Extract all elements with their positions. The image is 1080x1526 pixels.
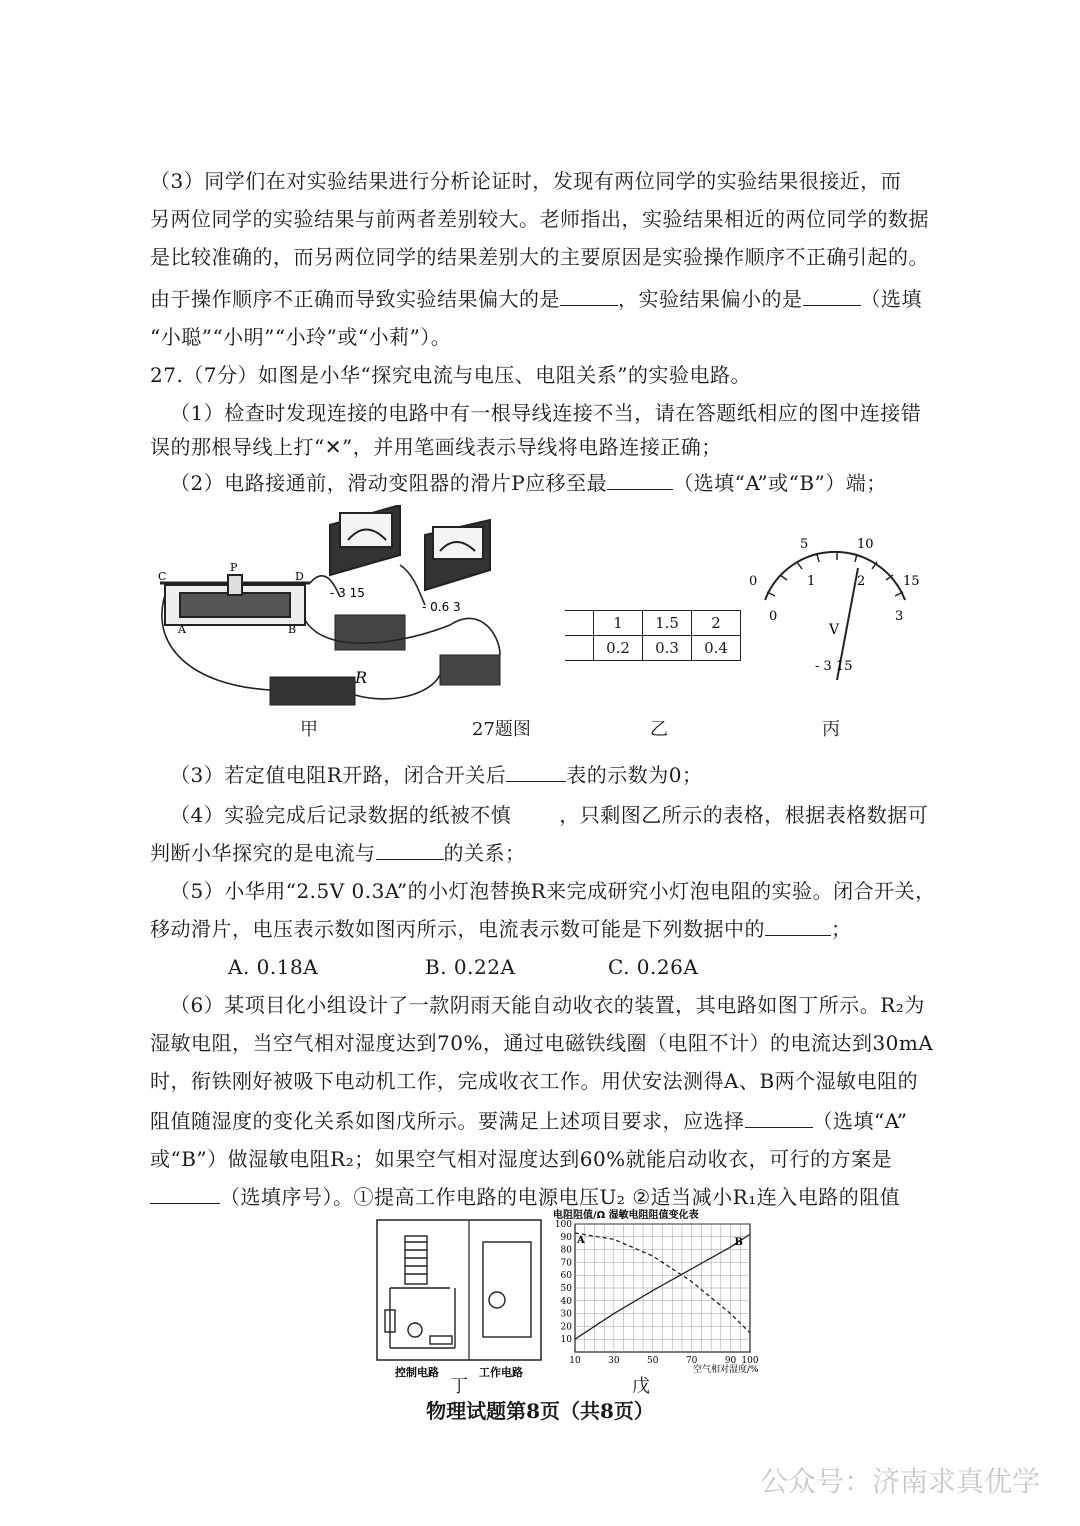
chart-grid [575, 1224, 750, 1352]
label-c: C [158, 570, 167, 583]
table-cell-empty [565, 636, 594, 661]
option-a: A. 0.18A [228, 955, 319, 979]
dial-label-3: 3 [895, 609, 904, 624]
label-r: R [355, 668, 368, 687]
y-tick-label: 80 [560, 1245, 572, 1256]
figure-jia-circuit [150, 505, 520, 715]
option-c: C. 0.26A [608, 955, 699, 979]
answer-blank [560, 287, 618, 306]
table-cell: 1.5 [643, 611, 692, 636]
q27-p4-line2 [150, 838, 526, 868]
caption-wu: 戊 [632, 1376, 650, 1397]
q27-p1-line2: 误的那根导线上打“✕”，并用笔画线表示导线将电路连接正确； [150, 435, 722, 459]
answer-blank [376, 841, 444, 860]
chart-y-ticks [555, 1220, 572, 1345]
q27-p6-line1: （6）某项目化小组设计了一款阴雨天能自动收衣的装置，其电路如图丁所示。R₂为 [170, 993, 925, 1017]
page-footer: 物理试题第8页（共8页） [426, 1399, 654, 1423]
table-cell: 0.4 [692, 636, 741, 661]
series-label-b: B [734, 1237, 744, 1249]
label-a: A [178, 623, 186, 636]
q27-p5-line2a: 移动滑片，电压表示数如图丙所示，电流表示数可能是下列数据中的 [150, 917, 765, 941]
dial-label-0-top: 0 [749, 574, 758, 589]
q26-3-line4a: 由于操作顺序不正确而导致实验结果偏大的是 [150, 287, 560, 311]
q27-p5-line1: （5）小华用“2.5V 0.3A”的小灯泡替换R来完成研究小灯泡电阻的实验。闭合开关， [170, 879, 936, 903]
table-cell: 1 [594, 611, 643, 636]
caption-control: 控制电路 [395, 1366, 439, 1379]
q27-p4-line1a: （4）实验完成后记录数据的纸被不慎 [170, 803, 512, 827]
table-cell: 0.2 [594, 636, 643, 661]
work-circuit [483, 1242, 531, 1337]
dial-label-15: 15 [903, 574, 920, 589]
answer-blank [745, 1109, 813, 1128]
q27-p6-line4 [150, 1106, 907, 1136]
answer-blank [765, 917, 831, 936]
q26-3-line4 [150, 284, 922, 314]
answer-blank [150, 1185, 220, 1204]
caption-work: 工作电路 [479, 1366, 523, 1379]
x-tick-label: 10 [569, 1356, 581, 1366]
q27-p3 [170, 760, 703, 790]
q27-p4-line2a: 判断小华探究的是电流与 [150, 841, 376, 865]
table-row [565, 636, 741, 661]
x-tick-label: 50 [647, 1356, 659, 1366]
q26-3-line1: （3）同学们在对实验结果进行分析论证时，发现有两位同学的实验结果很接近，而 [150, 169, 902, 193]
rheostat [160, 575, 310, 625]
label-p: P [230, 561, 238, 574]
q27-p3a: （3）若定值电阻R开路，闭合开关后 [170, 763, 507, 787]
y-tick-label: 100 [554, 1220, 572, 1230]
answer-blank [506, 763, 566, 782]
q27-p6-line5: 或“B”）做湿敏电阻R₂；如果空气相对湿度达到60%就能启动收衣，可行的方案是 [150, 1147, 893, 1171]
battery [270, 677, 355, 705]
chart-title: 电阻阻值/Ω 湿敏电阻阻值变化表 [553, 1210, 699, 1221]
q27-p4-line2b: 的关系； [443, 841, 526, 865]
dial-terminals: - 3 15 [815, 659, 853, 674]
y-tick-label: 40 [560, 1296, 572, 1307]
q27-p5-line2 [150, 914, 852, 944]
y-tick-label: 20 [560, 1322, 572, 1333]
q27-p6-line6 [150, 1182, 900, 1212]
voltmeter [330, 505, 400, 575]
q26-3-line3: 是比较准确的，而另两位同学的结果差别大的主要原因是实验操作顺序不正确引起的。 [150, 245, 929, 269]
q26-3-line4b: ，实验结果偏小的是 [618, 287, 803, 311]
watermark: 公众号：济南求真优学 [759, 1465, 1040, 1498]
option-b: B. 0.22A [425, 955, 516, 979]
answer-blank [607, 471, 673, 490]
chart-xlabel: 空气相对湿度/% [693, 1365, 759, 1375]
label-d: D [295, 570, 304, 583]
x-tick-label: 100 [741, 1356, 759, 1366]
x-tick-label: 90 [724, 1356, 737, 1366]
q26-3-line4c: （选填 [860, 287, 922, 311]
series-label-a: A [577, 1234, 585, 1246]
switch [440, 655, 500, 685]
q27-p4-line1 [170, 800, 928, 830]
ammeter [425, 520, 490, 590]
caption-yi: 乙 [650, 719, 668, 740]
table-cell-empty [565, 611, 594, 636]
caption-jia: 甲 [300, 719, 318, 740]
y-tick-label: 10 [560, 1335, 572, 1346]
answer-blank [803, 287, 861, 306]
dial-label-2: 2 [857, 574, 866, 589]
q27-head: 27.（7分）如图是小华“探究电流与电压、电阻关系”的实验电路。 [150, 363, 751, 387]
q27-p6-line4a: 阻值随湿度的变化关系如图戊所示。要满足上述项目要求，应选择 [150, 1109, 745, 1133]
table-yi [565, 610, 741, 661]
q27-p2 [170, 468, 887, 498]
caption-bing: 丙 [822, 719, 840, 740]
dial-ticks [767, 552, 903, 596]
label-b: B [288, 623, 297, 636]
q27-p6-line6a: （选填序号）。①提高工作电路的电源电压U₂ ②适当减小R₁连入电路的阻值 [220, 1185, 901, 1209]
caption-ding: 丁 [450, 1376, 468, 1397]
q26-3-line2: 另两位同学的实验结果与前两者差别较大。老师指出，实验结果相近的两位同学的数据 [150, 207, 929, 231]
caption-27: 27题图 [472, 719, 531, 740]
figure-bing-dial [745, 530, 925, 700]
voltmeter-terminals: - 3 15 [330, 586, 365, 600]
q27-p4-line1b: ，只剩图乙所示的表格，根据表格数据可 [559, 803, 929, 827]
y-tick-label: 90 [560, 1232, 572, 1243]
dial-label-0: 0 [769, 609, 778, 624]
q26-3-line5: “小聪”“小明”“小玲”或“小莉”）。 [150, 325, 452, 349]
q27-p6-line2: 湿敏电阻，当空气相对湿度达到70%，通过电磁铁线圈（电阻不计）的电流达到30mA [150, 1031, 934, 1055]
q27-p2a: （2）电路接通前，滑动变阻器的滑片P应移至最 [170, 471, 608, 495]
table-cell: 2 [692, 611, 741, 636]
table-row [565, 611, 741, 636]
y-tick-label: 50 [560, 1284, 572, 1294]
ammeter-terminals: - 0.6 3 [422, 600, 461, 614]
q27-p2b: （选填“A”或“B”）端； [673, 471, 887, 495]
x-tick-label: 30 [608, 1356, 620, 1366]
q27-p6-line4b: （选填“A” [812, 1109, 908, 1133]
q27-p6-line3: 时，衔铁刚好被吸下电动机工作，完成收衣工作。用伏安法测得A、B两个湿敏电阻的 [150, 1069, 919, 1093]
y-tick-label: 70 [560, 1258, 572, 1269]
control-circuit [385, 1236, 455, 1348]
x-tick-label: 70 [685, 1356, 698, 1366]
resistor-r [335, 615, 405, 650]
figure-wu-chart [545, 1206, 785, 1376]
q27-p5-line2b: ； [831, 917, 852, 941]
dial-label-v: V [829, 622, 840, 638]
q27-p1-line1: （1）检查时发现连接的电路中有一根导线连接不当，请在答题纸相应的图中连接错 [170, 401, 922, 425]
dial-label-10: 10 [857, 537, 874, 552]
dial-label-5: 5 [800, 537, 809, 552]
figure-ding-circuit [375, 1218, 543, 1380]
dial-label-1: 1 [807, 574, 816, 589]
table-cell: 0.3 [643, 636, 692, 661]
y-tick-label: 30 [560, 1309, 572, 1320]
y-tick-label: 60 [560, 1271, 572, 1282]
q27-p3b: 表的示数为0； [566, 763, 703, 787]
